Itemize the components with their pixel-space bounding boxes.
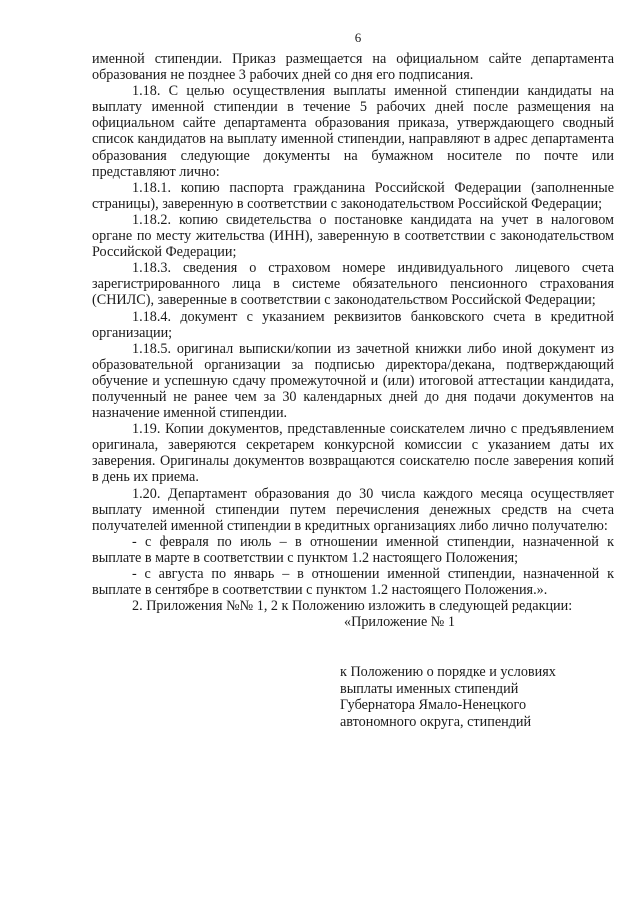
appendix-line: Губернатора Ямало-Ненецкого [340,697,527,714]
paragraph: - с февраля по июль – в отношении именной стипендии, назначенной к выплате в марте в соответствии с пунктом 1.2 настоящего Положения; [92,533,614,566]
paragraph: именной стипендии. Приказ размещается на официальном сайте департамента образования не позднее 3 рабочих дней со дня его подписания. [92,51,614,84]
appendix-line: к Положению о порядке и условиях [340,664,556,681]
document-body [92,51,614,614]
paragraph: 1.18. С целью осуществления выплаты именной стипендии кандидаты на выплату именной стипендии в течение 5 рабочих дней после размещения на официальном сайте департамента образования приказа, утверждающего сводный список кандидатов на выплату именной стипендии, направляют в адрес департамента образования следующие документы на бумажном носителе по почте или представляют лично: [92,83,614,180]
paragraph: 1.19. Копии документов, представленные соискателем лично с предъявлением оригинала, заверяются секретарем конкурсной комиссии с указанием даты их заверения. Оригиналы документов возвращаются соискателю после заверения копий в день их приема. [92,421,614,486]
appendix-line: выплаты именных стипендий [340,680,519,697]
paragraph: 1.18.2. копию свидетельства о постановке кандидата на учет в налоговом органе по месту жительства (ИНН), заверенную в соответствии с законодательством Российской Федерации; [92,211,614,261]
paragraph: 2. Приложения №№ 1, 2 к Положению изложить в следующей редакции: [132,598,573,615]
paragraph: 1.18.1. копию паспорта гражданина Российской Федерации (заполненные страницы), заверенную в соответствии с законодательством Российской Федерации; [92,179,614,212]
appendix-title: «Приложение № 1 [344,614,455,631]
paragraph: - с августа по январь – в отношении именной стипендии, назначенной к выплате в сентябре в соответствии с пунктом 1.2 настоящего Положения.». [92,566,614,599]
page-number: 6 [354,30,362,45]
appendix-line: автономного округа, стипендий [340,713,532,730]
paragraph: 1.18.3. сведения о страховом номере индивидуального лицевого счета зарегистрированного лица в системе обязательного пенсионного страхования (СНИЛС), заверенные в соответствии с законодательством Российской Федерации; [92,260,614,309]
paragraph: 1.18.4. документ с указанием реквизитов банковского счета в кредитной организации; [92,308,614,341]
appendix-header-block [92,664,614,730]
paragraph: 1.18.5. оригинал выписки/копии из зачетной книжки либо иной документ из образовательной организации за подписью директора/декана, подтверждающий обучение и успешную сдачу промежуточной и (или) итоговой аттестации кандидата, полученный не ранее чем за 30 календарных дней до дня подачи документов на назначение именной стипендии. [92,340,614,422]
paragraph: 1.20. Департамент образования до 30 числа каждого месяца осуществляет выплату именной стипендии путем перечисления денежных средств на счета получателей именной стипендии в кредитных организациях либо лично получателю: [92,485,614,534]
